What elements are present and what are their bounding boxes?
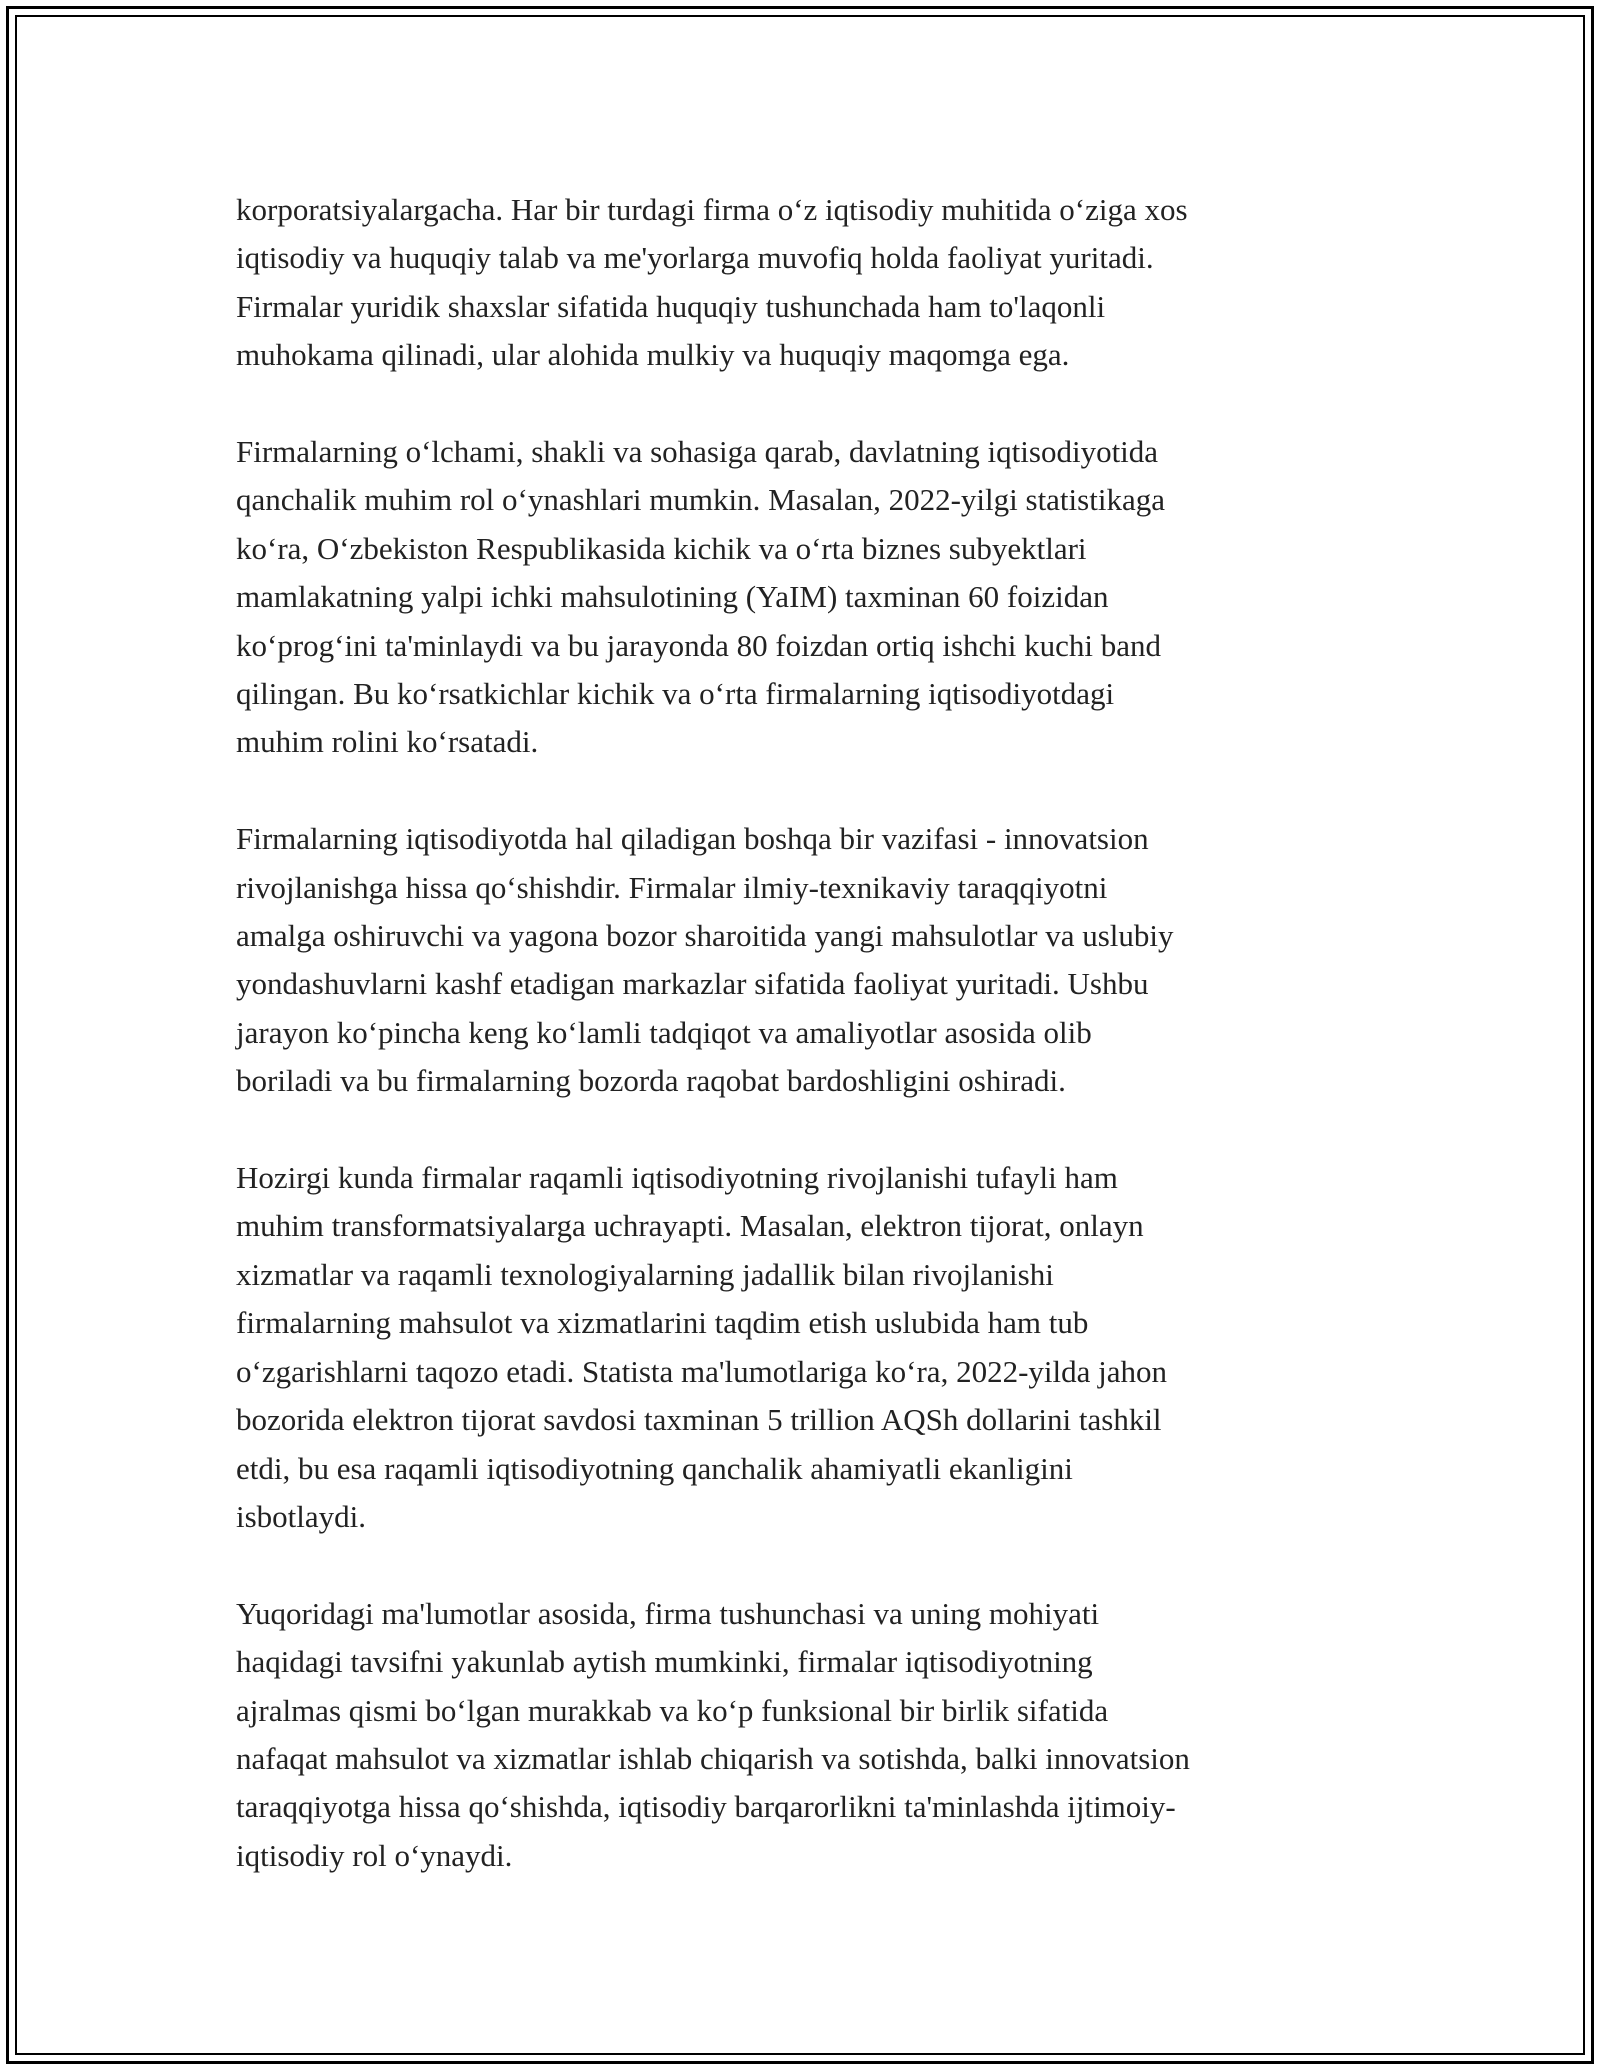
text-line: firmalarning mahsulot va xizmatlarini taqdim etish uslubida ham tub [236,1305,1089,1341]
text-line: isbotlaydi. [236,1498,367,1534]
text-line: mamlakatning yalpi ichki mahsulotining (YaIM) taxminan 60 foizidan [236,579,1109,615]
text-line: qanchalik muhim rol o‘ynashlari mumkin. Masalan, 2022-yilgi statistikaga [236,482,1165,518]
text-line: yondashuvlarni kashf etadigan markazlar sifatida faoliyat yuritadi. Ushbu [236,966,1149,1002]
text-line: Firmalarning iqtisodiyotda hal qiladigan boshqa bir vazifasi - innovatsion [236,821,1149,857]
text-line: haqidagi tavsifni yakunlab aytish mumkinki, firmalar iqtisodiyotning [236,1644,1093,1680]
paragraph-3 [236,815,1386,1105]
text-line: korporatsiyalargacha. Har bir turdagi firma o‘z iqtisodiy muhitida o‘ziga xos [236,192,1188,227]
text-line: boriladi va bu firmalarning bozorda raqobat bardoshligini oshiradi. [236,1063,1066,1099]
paragraph-5 [236,1590,1386,1880]
text-line: ko‘ra, O‘zbekiston Respublikasida kichik va o‘rta biznes subyektlari [236,530,1087,566]
text-line: muhim rolini ko‘rsatadi. [236,724,539,760]
text-line: jarayon ko‘pincha keng ko‘lamli tadqiqot va amaliyotlar asosida olib [236,1014,1092,1050]
text-line: Firmalar yuridik shaxslar sifatida huquqiy tushunchada ham to'laqonli [236,288,1106,324]
text-line: qilingan. Bu ko‘rsatkichlar kichik va o‘rta firmalarning iqtisodiyotdagi [236,676,1115,712]
paragraph-2 [236,428,1386,767]
text-line: xizmatlar va raqamli texnologiyalarning jadallik bilan rivojlanishi [236,1256,1054,1292]
paragraph-1 [236,186,1386,380]
text-line: bozorida elektron tijorat savdosi taxminan 5 trillion AQSh dollarini tashkil [236,1402,1162,1438]
document-body [236,186,1386,1880]
text-line: etdi, bu esa raqamli iqtisodiyotning qanchalik ahamiyatli ekanligini [236,1450,1073,1486]
text-line: muhokama qilinadi, ular alohida mulkiy va huquqiy maqomga ega. [236,337,1070,373]
text-line: ajralmas qismi bo‘lgan murakkab va ko‘p funksional bir birlik sifatida [236,1692,1109,1728]
text-line: iqtisodiy va huquqiy talab va me'yorlarga muvofiq holda faoliyat yuritadi. [236,240,1154,276]
text-line: rivojlanishga hissa qo‘shishdir. Firmalar ilmiy-texnikaviy taraqqiyotni [236,869,1108,905]
text-line: Firmalarning o‘lchami, shakli va sohasiga qarab, davlatning iqtisodiyotida [236,434,1159,470]
text-line: Yuqoridagi ma'lumotlar asosida, firma tushunchasi va uning mohiyati [236,1595,1100,1631]
text-line: o‘zgarishlarni taqozo etadi. Statista ma'lumotlariga ko‘ra, 2022-yilda jahon [236,1353,1167,1389]
text-line: muhim transformatsiyalarga uchrayapti. Masalan, elektron tijorat, onlayn [236,1208,1144,1244]
text-line: Hozirgi kunda firmalar raqamli iqtisodiyotning rivojlanishi tufayli ham [236,1160,1118,1196]
text-line: taraqqiyotga hissa qo‘shishda, iqtisodiy barqarorlikni ta'minlashda ijtimoiy- [236,1789,1176,1825]
text-line: iqtisodiy rol o‘ynaydi. [236,1837,513,1873]
text-line: nafaqat mahsulot va xizmatlar ishlab chiqarish va sotishda, balki innovatsion [236,1740,1190,1776]
paragraph-4 [236,1154,1386,1541]
text-line: amalga oshiruvchi va yagona bozor sharoitida yangi mahsulotlar va uslubiy [236,918,1174,954]
text-line: ko‘prog‘ini ta'minlaydi va bu jarayonda 80 foizdan ortiq ishchi kuchi band [236,627,1162,663]
